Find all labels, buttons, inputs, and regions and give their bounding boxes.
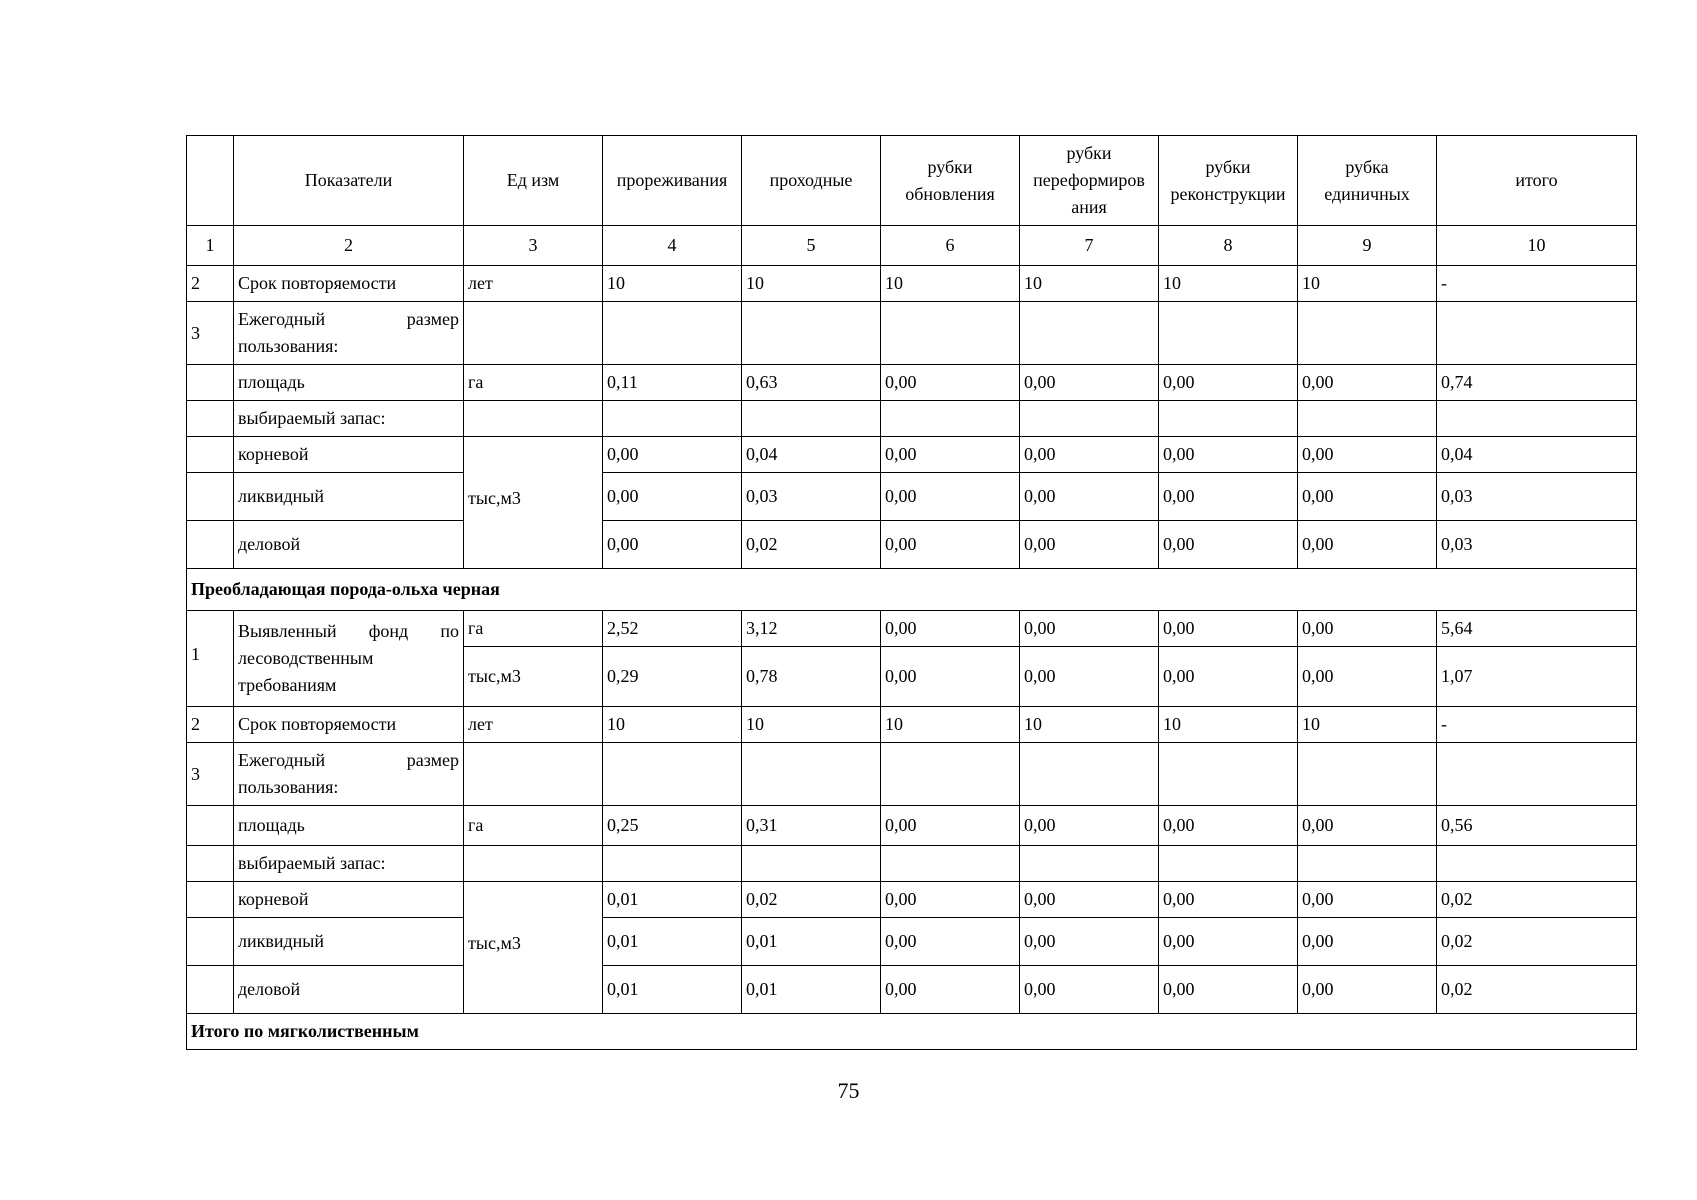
header-cell-reformation: рубки переформиров ания	[1020, 136, 1159, 226]
row-label: выбираемый запас:	[234, 401, 464, 437]
col-num: 5	[742, 226, 881, 266]
table-row: деловой 0,00 0,02 0,00 0,00 0,00 0,00 0,03	[187, 521, 1637, 569]
row-label: Выявленный фонд по лесоводственным требованиям	[234, 611, 464, 707]
header-cell-reconstruction: рубки реконструкции	[1159, 136, 1298, 226]
table-row: 2 Срок повторяемости лет 10 10 10 10 10 10 -	[187, 266, 1637, 302]
table-row: 2 Срок повторяемости лет 10 10 10 10 10 10 -	[187, 707, 1637, 743]
column-number-row	[187, 226, 1637, 266]
header-cell-thinning: прореживания	[603, 136, 742, 226]
section-title: Преобладающая порода-ольха черная	[187, 569, 1637, 611]
footer-row	[187, 1014, 1637, 1050]
unit-cell: тыс,м3	[464, 882, 603, 1014]
forest-use-table	[186, 135, 1637, 1050]
col-num: 6	[881, 226, 1020, 266]
table-row	[187, 401, 1637, 437]
table-row: ликвидный 0,00 0,03 0,00 0,00 0,00 0,00 0,03	[187, 473, 1637, 521]
row-label: деловой	[234, 966, 464, 1014]
header-cell-single: рубка единичных	[1298, 136, 1437, 226]
header-cell-passing: проходные	[742, 136, 881, 226]
col-num: 9	[1298, 226, 1437, 266]
row-label: площадь	[234, 806, 464, 846]
table-row	[187, 846, 1637, 882]
col-num: 8	[1159, 226, 1298, 266]
row-label: корневой	[234, 882, 464, 918]
col-num: 2	[234, 226, 464, 266]
table-row: корневой тыс,м3 0,01 0,02 0,00 0,00 0,00 0,00 0,02	[187, 882, 1637, 918]
table-row: корневой тыс,м3 0,00 0,04 0,00 0,00 0,00 0,00 0,04	[187, 437, 1637, 473]
col-num: 3	[464, 226, 603, 266]
col-num: 1	[187, 226, 234, 266]
table-row: 3 Ежегодный размер пользования:	[187, 302, 1637, 365]
header-row	[187, 136, 1637, 226]
header-cell-renewal: рубки обновления	[881, 136, 1020, 226]
row-label: ликвидный	[234, 918, 464, 966]
row-label: деловой	[234, 521, 464, 569]
row-label: площадь	[234, 365, 464, 401]
col-num: 7	[1020, 226, 1159, 266]
footer-title: Итого по мягколиственным	[187, 1014, 1637, 1050]
table-row: 1 Выявленный фонд по лесоводственным требованиям га 2,52 3,12 0,00 0,00 0,00 0,00 5,64	[187, 611, 1637, 647]
row-label: корневой	[234, 437, 464, 473]
page-number: 75	[837, 1078, 860, 1103]
table-row: тыс,м3 0,29 0,78 0,00 0,00 0,00 0,00 1,07	[187, 647, 1637, 707]
header-cell-unit: Ед изм	[464, 136, 603, 226]
section-row	[187, 569, 1637, 611]
header-cell-total: итого	[1437, 136, 1637, 226]
col-num: 10	[1437, 226, 1637, 266]
row-label: выбираемый запас:	[234, 846, 464, 882]
table-row: площадь га 0,11 0,63 0,00 0,00 0,00 0,00 0,74	[187, 365, 1637, 401]
row-label: Срок повторяемости	[234, 266, 464, 302]
row-label: Срок повторяемости	[234, 707, 464, 743]
header-cell-1	[187, 136, 234, 226]
row-label: Ежегодный размер пользования:	[234, 743, 464, 806]
table-row: 3 Ежегодный размер пользования:	[187, 743, 1637, 806]
table-row: деловой 0,01 0,01 0,00 0,00 0,00 0,00 0,02	[187, 966, 1637, 1014]
header-cell-indicators: Показатели	[234, 136, 464, 226]
table-row: площадь га 0,25 0,31 0,00 0,00 0,00 0,00 0,56	[187, 806, 1637, 846]
row-label: ликвидный	[234, 473, 464, 521]
col-num: 4	[603, 226, 742, 266]
row-label: Ежегодный размер пользования:	[234, 302, 464, 365]
unit-cell: тыс,м3	[464, 437, 603, 569]
table-row: ликвидный 0,01 0,01 0,00 0,00 0,00 0,00 0,02	[187, 918, 1637, 966]
